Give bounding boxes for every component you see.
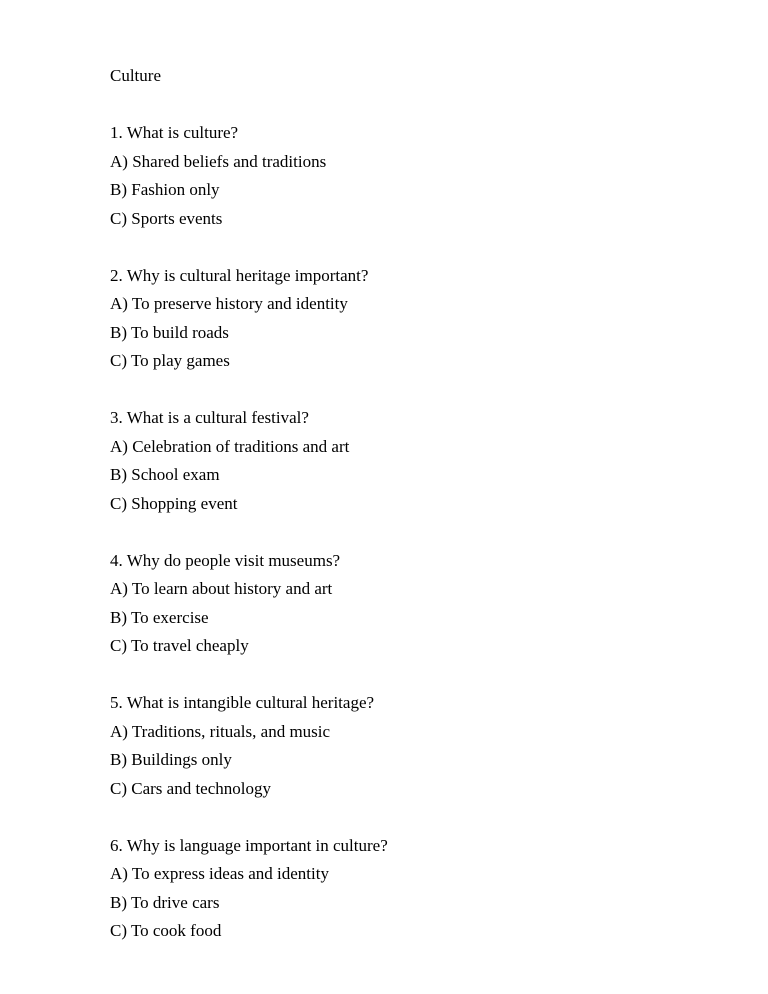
question-text: 6. Why is language important in culture?: [110, 835, 388, 855]
answer-option-b: B) School exam: [110, 465, 220, 484]
answer-option-b: B) To drive cars: [110, 892, 220, 912]
answer-option-b: B) To exercise: [110, 607, 209, 627]
question-block-4: [110, 547, 730, 661]
question-text: 2. Why is cultural heritage important?: [110, 265, 369, 285]
question-block-3: [110, 404, 730, 518]
answer-option-a: A) To preserve history and identity: [110, 294, 348, 313]
answer-option-b: B) To build roads: [110, 322, 229, 342]
question-text: 5. What is intangible cultural heritage?: [110, 693, 375, 712]
question-text: 3. What is a cultural festival?: [110, 408, 309, 427]
answer-option-c: C) To travel cheaply: [110, 636, 249, 655]
answer-option-c: C) Sports events: [110, 208, 223, 228]
answer-option-b: B) Buildings only: [110, 750, 232, 769]
answer-option-c: C) Shopping event: [110, 493, 238, 513]
answer-option-a: A) Traditions, rituals, and music: [110, 721, 331, 741]
question-text: 4. Why do people visit museums?: [110, 550, 341, 570]
document-page: [110, 62, 730, 946]
answer-option-a: A) To learn about history and art: [110, 579, 333, 598]
question-block-5: [110, 689, 730, 803]
question-block-6: [110, 832, 730, 946]
answer-option-a: A) Celebration of traditions and art: [110, 436, 350, 456]
question-block-1: [110, 119, 730, 233]
answer-option-c: C) To cook food: [110, 921, 222, 940]
answer-option-b: B) Fashion only: [110, 180, 220, 199]
answer-option-c: C) Cars and technology: [110, 778, 271, 798]
question-text: 1. What is culture?: [110, 123, 239, 142]
document-title: Culture: [110, 66, 161, 85]
answer-option-c: C) To play games: [110, 351, 230, 370]
answer-option-a: A) To express ideas and identity: [110, 864, 329, 883]
question-block-2: [110, 262, 730, 376]
answer-option-a: A) Shared beliefs and traditions: [110, 151, 327, 171]
